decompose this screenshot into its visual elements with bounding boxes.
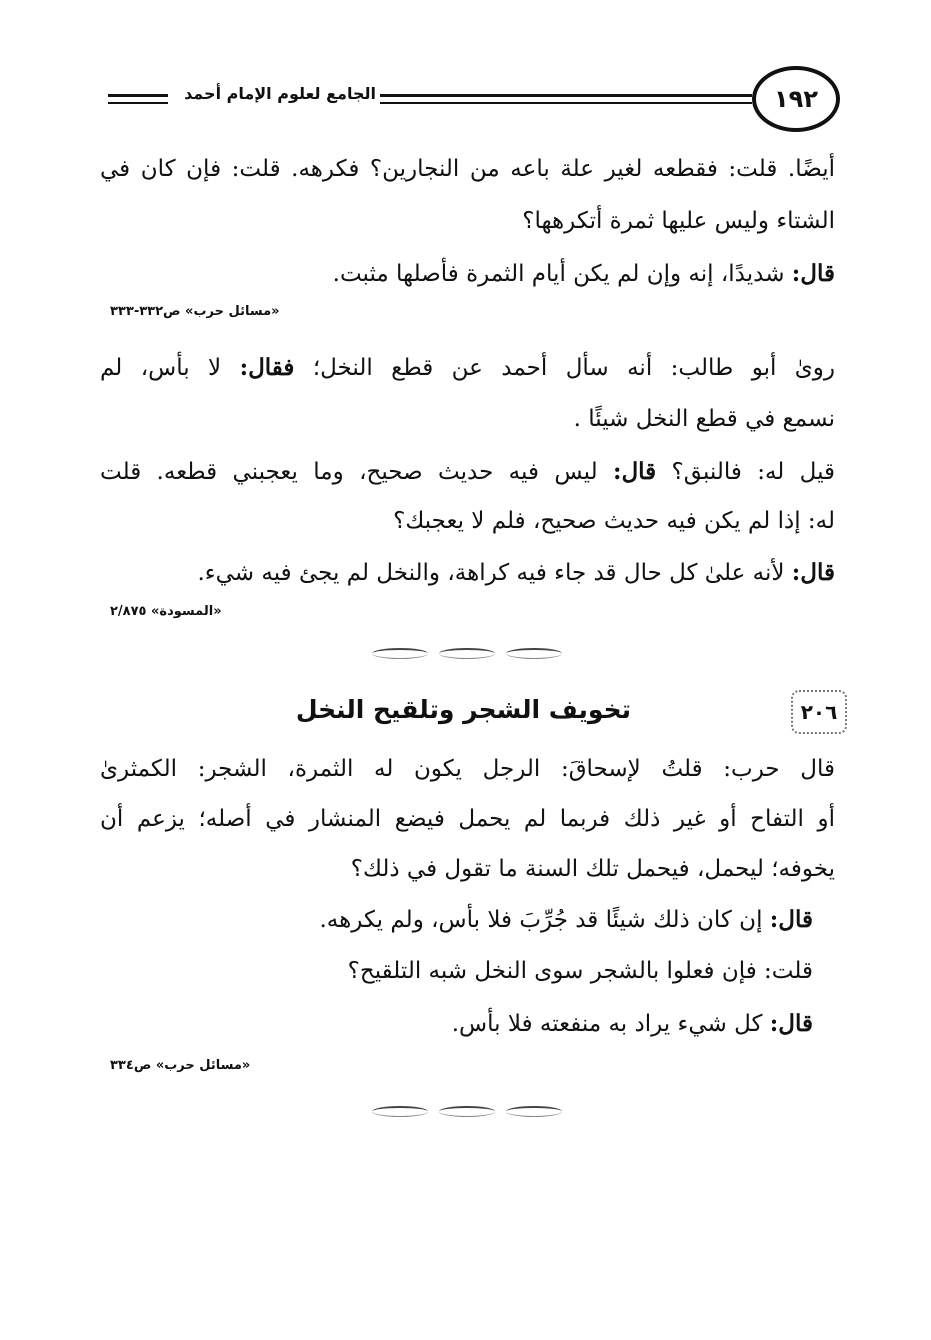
text-line — [100, 356, 835, 380]
header-rule-right — [380, 94, 752, 104]
source-reference: «المسودة» ٢/٨٧٥ — [110, 604, 222, 619]
text-line: أو التفاح أو غير ذلك فربما لم يحمل فيضع المنشار في أصله؛ يزعم أن — [100, 806, 835, 832]
line-text: قيل له: فالنبق؟ — [656, 459, 836, 485]
source-reference: «مسائل حرب» ص٣٣٤ — [110, 1058, 251, 1073]
section-title: تخويف الشجر وتلقيح النخل — [295, 695, 631, 724]
text-line — [100, 561, 835, 585]
page-header — [100, 66, 840, 136]
text-line: نسمع في قطع النخل شيئًا . — [573, 406, 835, 432]
speaker-label: قال: — [791, 559, 835, 586]
text-line: أيضًا. قلت: فقطعه لغير علة باعه من النجارين؟ فكرهه. قلت: فإن كان في — [100, 156, 835, 182]
ornament-divider — [372, 646, 562, 660]
speaker-label: فقال: — [239, 354, 295, 381]
speaker-label: قال: — [769, 906, 813, 933]
speaker-label: قال: — [612, 458, 657, 485]
header-rule-left — [108, 94, 168, 104]
line-text: لأنه علىٰ كل حال قد جاء فيه كراهة، والنخل لم يجئ فيه شيء. — [197, 560, 792, 586]
line-text: رویٰ أبو طالب: أنه سأل أحمد عن قطع النخل؛ — [294, 355, 835, 381]
section-number: ٢٠٦ — [791, 690, 847, 734]
text-line: له: إذا لم يكن فيه حديث صحيح، فلم لا يعجبك؟ — [393, 508, 835, 534]
line-text: ليس فيه حديث صحيح، وما يعجبني قطعه. قلت — [100, 459, 613, 485]
source-reference: «مسائل حرب» ص٣٣٢-٣٣٣ — [110, 304, 280, 319]
speaker-label: قال: — [769, 1010, 813, 1037]
line-text: لا بأس، لم — [100, 355, 240, 381]
line-text: شديدًا، إنه وإن لم يكن أيام الثمرة فأصلها مثبت. — [332, 261, 792, 287]
text-line: يخوفه؛ ليحمل، فيحمل تلك السنة ما تقول في ذلك؟ — [350, 856, 835, 882]
text-line — [100, 460, 835, 484]
text-line — [78, 1012, 813, 1036]
running-title: الجامع لعلوم الإمام أحمد — [184, 84, 376, 103]
line-text: كل شيء يراد به منفعته فلا بأس. — [451, 1011, 770, 1037]
text-line: قلت: فإن فعلوا بالشجر سوى النخل شبه التلقيح؟ — [347, 958, 813, 984]
line-text: إن كان ذلك شيئًا قد جُرِّبَ فلا بأس، ولم يكرهه. — [319, 907, 770, 933]
page-number: ١٩٢ — [752, 66, 840, 132]
text-line: قال حرب: قلتُ لإسحاقَ: الرجل يكون له الثمرة، الشجر: الكمثرىٰ — [100, 756, 835, 782]
text-line: الشتاء وليس عليها ثمرة أتكرهها؟ — [522, 208, 835, 234]
text-line — [100, 262, 835, 286]
ornament-divider — [372, 1104, 562, 1118]
text-line — [78, 908, 813, 932]
speaker-label: قال: — [791, 260, 835, 287]
